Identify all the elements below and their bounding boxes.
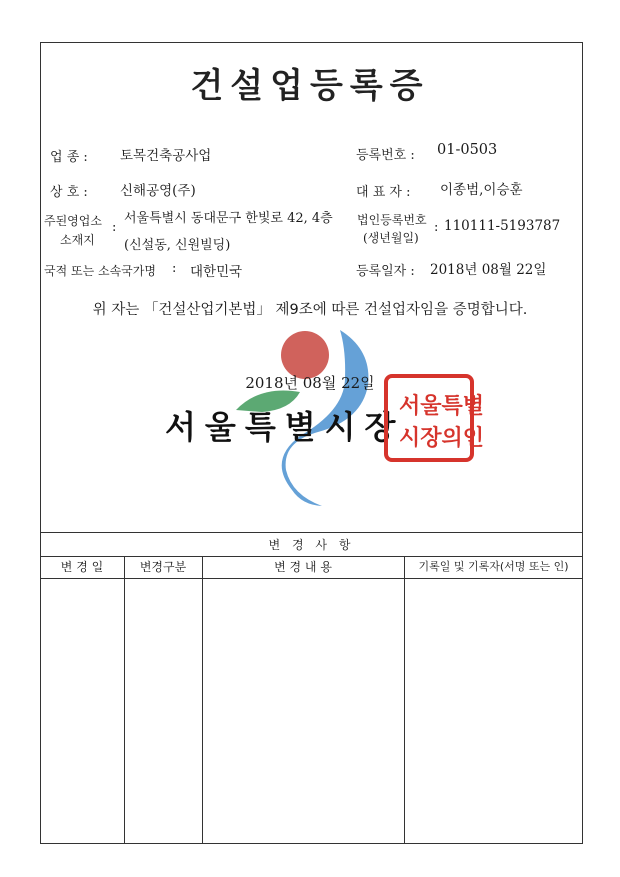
corp-no-label-line2: (생년월일) — [363, 231, 419, 245]
corp-no-label-line1: 법인등록번호 — [357, 213, 427, 227]
changes-column-line — [40, 578, 583, 579]
reg-no-label: 등록번호 : — [356, 148, 415, 163]
col-recorder: 기록일 및 기록자(서명 또는 인) — [418, 560, 569, 573]
col-divider-2 — [202, 556, 203, 844]
representative-label: 대 표 자 : — [356, 185, 411, 200]
office-value-line2: (신설동, 신원빌딩) — [124, 238, 231, 253]
svg-text:시장의인: 시장의인 — [399, 426, 485, 451]
reg-date-value: 2018년 08월 22일 — [430, 262, 547, 278]
type-label: 업 종 : — [50, 150, 88, 165]
representative-value: 이종범,이승훈 — [440, 182, 523, 198]
office-label-line2: 소재지 — [60, 233, 95, 247]
office-label-line1: 주된영업소 — [44, 214, 102, 228]
col-change-category: 변경구분 — [139, 560, 187, 574]
changes-header-line — [40, 556, 583, 557]
issue-date: 2018년 08월 22일 — [245, 374, 375, 392]
reg-date-label: 등록일자 : — [356, 264, 415, 279]
company-value: 신해공영(주) — [120, 183, 196, 199]
col-divider-1 — [124, 556, 125, 844]
nationality-label: 국적 또는 소속국가명 — [44, 264, 156, 278]
changes-top-line — [40, 532, 583, 533]
nationality-value: 대한민국 — [190, 264, 243, 280]
changes-header: 변 경 사 항 — [268, 538, 355, 552]
office-value-line1: 서울특별시 동대문구 한빛로 42, 4층 — [124, 211, 333, 226]
certificate-title: 건설업등록증 — [190, 66, 430, 106]
reg-no-value: 01-0503 — [437, 142, 498, 158]
corp-no-value: 110111-5193787 — [444, 218, 561, 234]
col-change-date: 변 경 일 — [60, 560, 104, 574]
col-change-content: 변 경 내 용 — [274, 560, 332, 574]
issuer-name: 서울특별시장 — [165, 408, 405, 446]
nationality-colon: : — [172, 261, 177, 276]
official-seal — [383, 373, 485, 463]
corp-no-colon: : — [434, 220, 439, 235]
office-colon: : — [112, 220, 117, 235]
type-value: 토목건축공사업 — [120, 148, 212, 164]
declaration-text: 위 자는 「건설산업기본법」 제9조에 따른 건설업자임을 증명합니다. — [92, 302, 528, 318]
company-label: 상 호 : — [50, 185, 88, 200]
col-divider-3 — [404, 556, 405, 844]
svg-text:서울특별: 서울특별 — [399, 394, 485, 419]
